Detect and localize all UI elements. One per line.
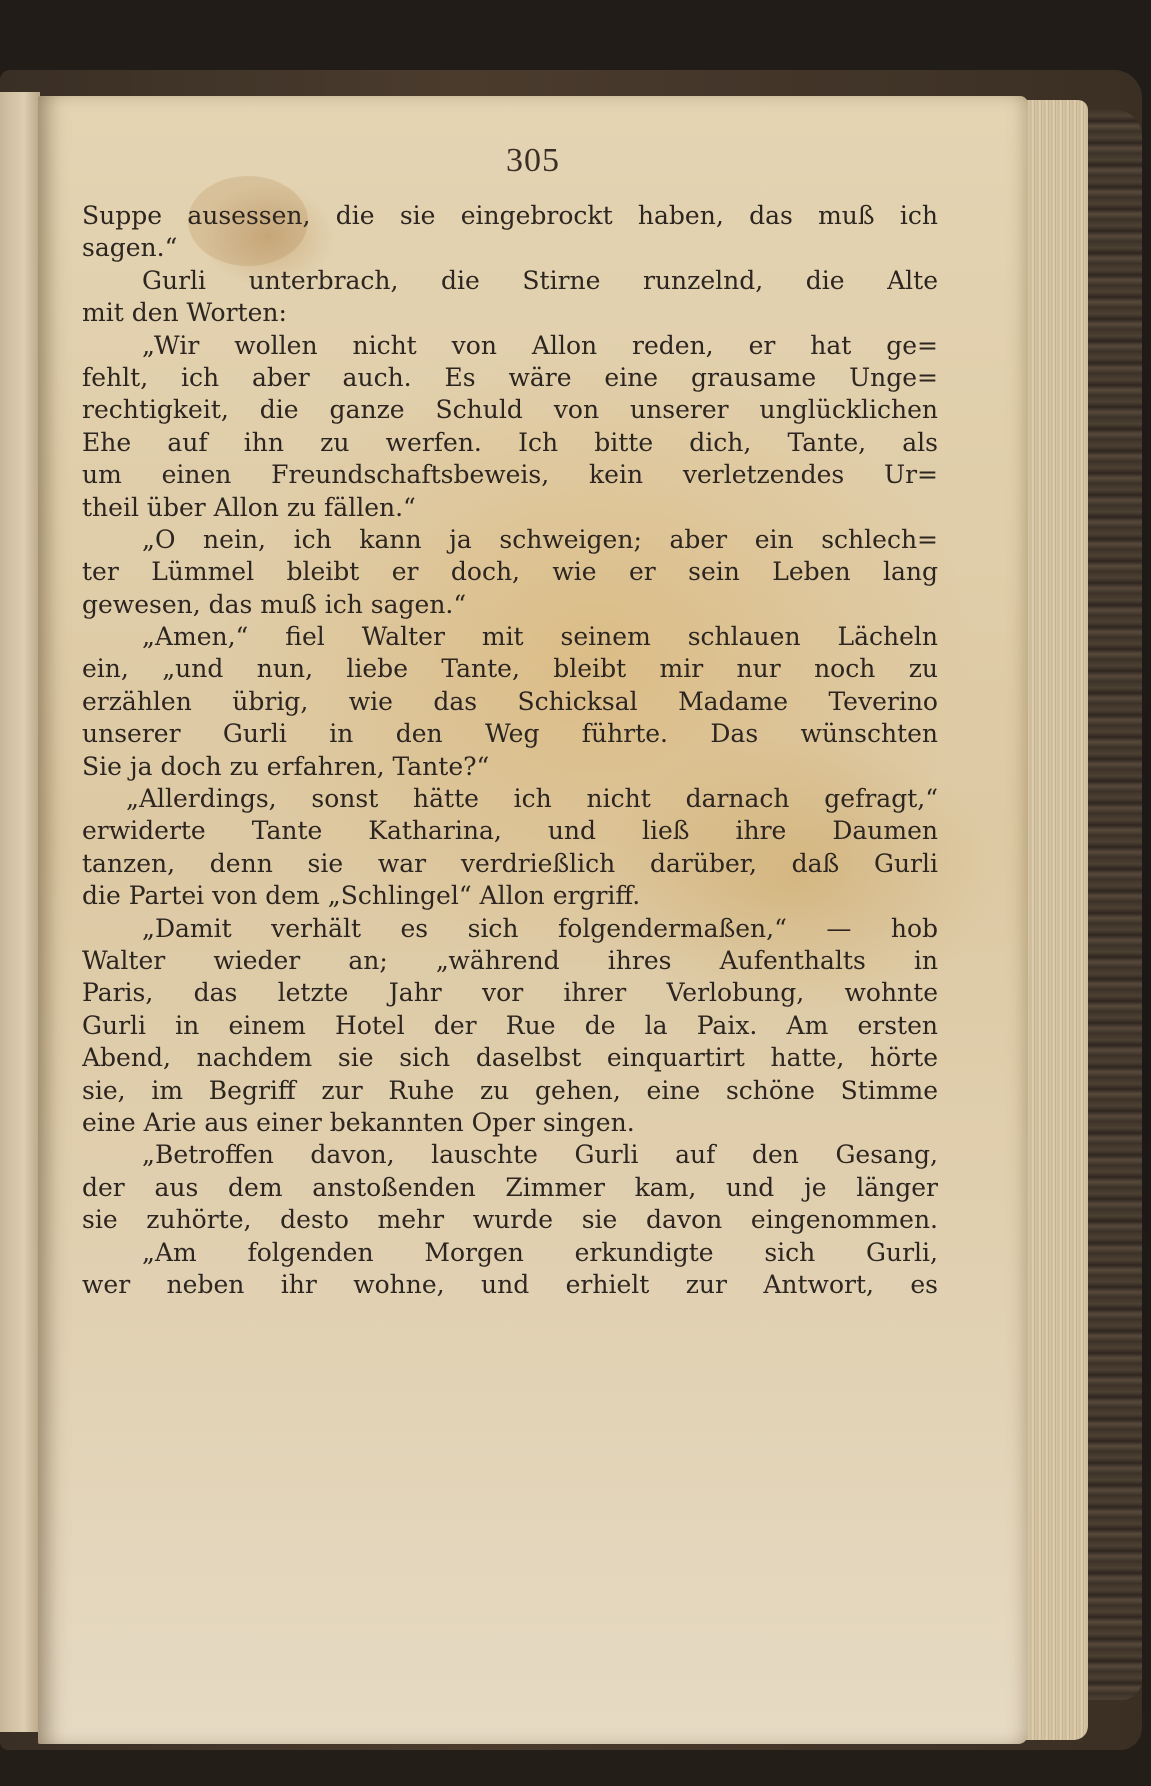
text-line: der aus dem anstoßenden Zimmer kam, und je länger (82, 1172, 938, 1202)
text-line: tanzen, denn sie war verdrießlich darüber, daß Gurli (82, 848, 938, 878)
text-line: wer neben ihr wohne, und erhielt zur Antwort, es (82, 1269, 938, 1299)
text-line: Sie ja doch zu erfahren, Tante?“ (82, 751, 490, 781)
text-line: ein, „und nun, liebe Tante, bleibt mir nur noch zu (82, 654, 938, 684)
text-line: fehlt, ich aber auch. Es wäre eine grausame Unge= (82, 362, 938, 392)
text-line: „Allerdings, sonst hätte ich nicht darnach gefragt,“ (126, 784, 938, 814)
text-line: Suppe ausessen, die sie eingebrockt haben, das muß ich (82, 201, 938, 230)
text-line: rechtigkeit, die ganze Schuld von unserer unglücklichen (82, 395, 938, 425)
text-line: „Am folgenden Morgen erkundigte sich Gurli, (142, 1237, 938, 1267)
text-line: unserer Gurli in den Weg führte. Das wünschten (82, 719, 938, 749)
text-line: Walter wieder an; „während ihres Aufenthalts in (82, 945, 938, 975)
text-line: gewesen, das muß ich sagen.“ (82, 589, 467, 619)
text-line: Paris, das letzte Jahr vor ihrer Verlobung, wohnte (82, 978, 938, 1008)
text-line: Ehe auf ihn zu werfen. Ich bitte dich, Tante, als (82, 427, 938, 457)
text-line: sie, im Begriff zur Ruhe zu gehen, eine schöne Stimme (82, 1075, 938, 1105)
text-line: Gurli in einem Hotel der Rue de la Paix. Am ersten (82, 1010, 938, 1040)
text-line: „Wir wollen nicht von Allon reden, er hat ge= (142, 330, 938, 360)
page-text (82, 200, 938, 1301)
text-line: eine Arie aus einer bekannten Oper singen. (82, 1107, 635, 1137)
text-line: die Partei von dem „Schlingel“ Allon ergriff. (82, 881, 641, 911)
facing-page-edge (0, 92, 40, 1732)
text-line: Abend, nachdem sie sich daselbst einquartirt hatte, hörte (82, 1043, 938, 1073)
text-line: sie zuhörte, desto mehr wurde sie davon eingenommen. (82, 1205, 938, 1235)
book-page (38, 96, 1028, 1744)
text-line: erzählen übrig, wie das Schicksal Madame Teverino (82, 686, 938, 716)
text-line: um einen Freundschaftsbeweis, kein verletzendes Ur= (82, 460, 938, 490)
text-line: sagen.“ (82, 233, 178, 263)
text-line: „Amen,“ fiel Walter mit seinem schlauen Lächeln (142, 622, 938, 652)
text-line: erwiderte Tante Katharina, und ließ ihre Daumen (82, 816, 938, 846)
book-binding-edge (1082, 110, 1142, 1700)
text-line: Gurli unterbrach, die Stirne runzelnd, die Alte (142, 265, 938, 295)
text-line: theil über Allon zu fällen.“ (82, 492, 416, 522)
text-line: ter Lümmel bleibt er doch, wie er sein Leben lang (82, 557, 938, 587)
text-line: mit den Worten: (82, 298, 287, 328)
text-line: „Damit verhält es sich folgendermaßen,“ — hob (142, 913, 938, 943)
text-line: „Betroffen davon, lauschte Gurli auf den Gesang, (142, 1140, 938, 1170)
page-number: 305 (506, 142, 560, 179)
text-line: „O nein, ich kann ja schweigen; aber ein schlech= (142, 524, 938, 554)
